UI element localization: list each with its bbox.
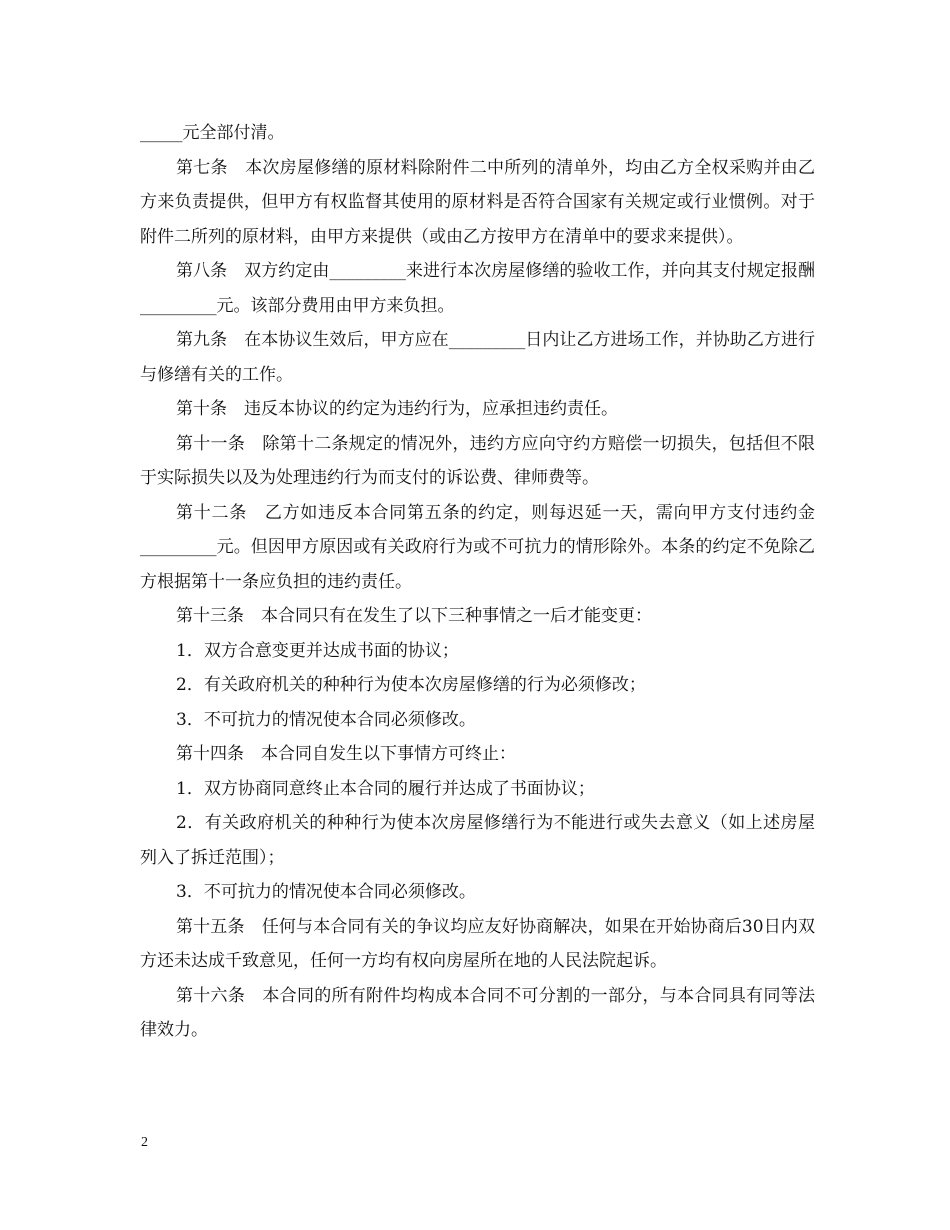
clause-15: 第十五条 任何与本合同有关的争议均应友好协商解决，如果在开始协商后30日内双方还未达成千致意见，任何一方均有权向房屋所在地的人民法院起诉。 xyxy=(140,916,815,971)
clause-13-item-2: 2．有关政府机关的种种行为使本次房屋修缮的行为必须修改； xyxy=(176,675,646,695)
clause-13-item-1: 1．双方合意变更并达成书面的协议； xyxy=(176,640,459,661)
clause-7: 第七条 本次房屋修缮的原材料除附件二中所列的清单外，均由乙方全权采购并由乙方来负责提供，但甲方有权监督其使用的原材料是否符合国家有关规定或行业惯例。对于附件二所列的原材料，由甲方来提供（或由乙方按甲方在清单中的要求来提供）。 xyxy=(140,157,815,247)
clause-16: 第十六条 本合同的所有附件均构成本合同不可分割的一部分，与本合同具有同等法律效力。 xyxy=(140,985,815,1040)
page-number: 2 xyxy=(141,1135,148,1150)
clause-10: 第十条 违反本协议的约定为违约行为，应承担违约责任。 xyxy=(176,399,618,419)
clause-13-item-3: 3．不可抗力的情况使本合同必须修改。 xyxy=(176,709,476,730)
clause-14: 第十四条 本合同自发生以下事情方可终止： xyxy=(176,744,516,764)
clause-14-item-2: 2．有关政府机关的种种行为使本次房屋修缮行为不能进行或失去意义（如上述房屋列入了拆迁范围）； xyxy=(140,813,815,868)
clause-12: 第十二条 乙方如违反本合同第五条的约定，则每迟延一天，需向甲方支付违约金_________元。但因甲方原因或有关政府行为或不可抗力的情形除外。本条的约定不免除乙方根据第十一条应负担的违约责任。 xyxy=(140,502,815,592)
clause-9: 第九条 在本协议生效后，甲方应在_________日内让乙方进场工作，并协助乙方进行与修缮有关的工作。 xyxy=(140,330,815,385)
paragraph-continuation: _____元全部付清。 xyxy=(140,123,285,143)
clause-14-item-3: 3．不可抗力的情况使本合同必须修改。 xyxy=(176,882,476,902)
document-body xyxy=(140,116,815,1048)
clause-13: 第十三条 本合同只有在发生了以下三种事情之一后才能变更： xyxy=(176,606,652,626)
clause-8: 第八条 双方约定由_________来进行本次房屋修缮的验收工作，并向其支付规定报酬_________元。该部分费用由甲方来负担。 xyxy=(140,261,815,316)
clause-14-item-1: 1．双方协商同意终止本合同的履行并达成了书面协议； xyxy=(176,778,595,799)
clause-11: 第十一条 除第十二条规定的情况外，违约方应向守约方赔偿一切损失，包括但不限于实际损失以及为处理违约行为而支付的诉讼费、律师费等。 xyxy=(140,433,815,488)
